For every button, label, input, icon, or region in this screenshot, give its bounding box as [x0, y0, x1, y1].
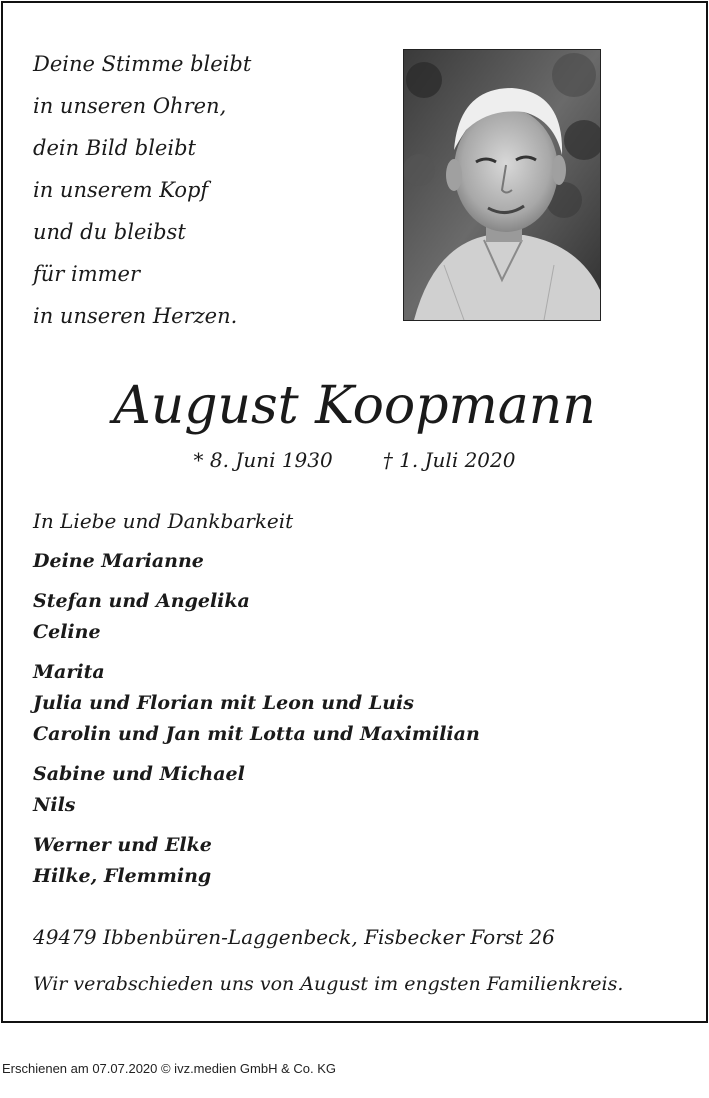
family-member: Deine Marianne — [33, 550, 204, 572]
family-member: Julia und Florian mit Leon und Luis — [33, 692, 414, 714]
poem-line: in unseren Ohren, — [33, 94, 227, 118]
poem-line: dein Bild bleibt — [33, 136, 196, 160]
family-group — [33, 546, 683, 577]
poem-line: in unserem Kopf — [33, 178, 209, 202]
obituary-card — [1, 1, 708, 1023]
deceased-name: August Koopmann — [113, 376, 596, 436]
portrait-photo — [403, 49, 601, 321]
family-group — [33, 657, 683, 750]
poem-line: in unseren Herzen. — [33, 304, 238, 328]
poem-line: Deine Stimme bleibt — [33, 52, 252, 76]
family-member: Nils — [33, 794, 76, 816]
closing-note: Wir verabschieden uns von August im engsten Familienkreis. — [33, 973, 624, 995]
dedication-text: In Liebe und Dankbarkeit — [33, 509, 294, 533]
birth-date: * 8. Juni 1930 — [193, 448, 333, 472]
family-member: Werner und Elke — [33, 834, 212, 856]
family-group — [33, 759, 683, 821]
family-member: Sabine und Michael — [33, 763, 245, 785]
poem — [33, 43, 393, 337]
life-dates — [3, 445, 706, 475]
poem-line: für immer — [33, 262, 141, 286]
family-list — [33, 546, 683, 901]
address: 49479 Ibbenbüren-Laggenbeck, Fisbecker Forst 26 — [33, 925, 555, 949]
family-member: Hilke, Flemming — [33, 865, 212, 887]
poem-line: und du bleibst — [33, 220, 186, 244]
family-member: Celine — [33, 621, 101, 643]
portrait-image — [404, 50, 600, 320]
family-member: Carolin und Jan mit Lotta und Maximilian — [33, 723, 480, 745]
family-member: Marita — [33, 661, 105, 683]
family-group — [33, 830, 683, 892]
death-date: † 1. Juli 2020 — [382, 448, 516, 472]
publication-footer: Erschienen am 07.07.2020 © ivz.medien GmbH & Co. KG — [2, 1061, 337, 1076]
family-group — [33, 586, 683, 648]
family-member: Stefan und Angelika — [33, 590, 250, 612]
